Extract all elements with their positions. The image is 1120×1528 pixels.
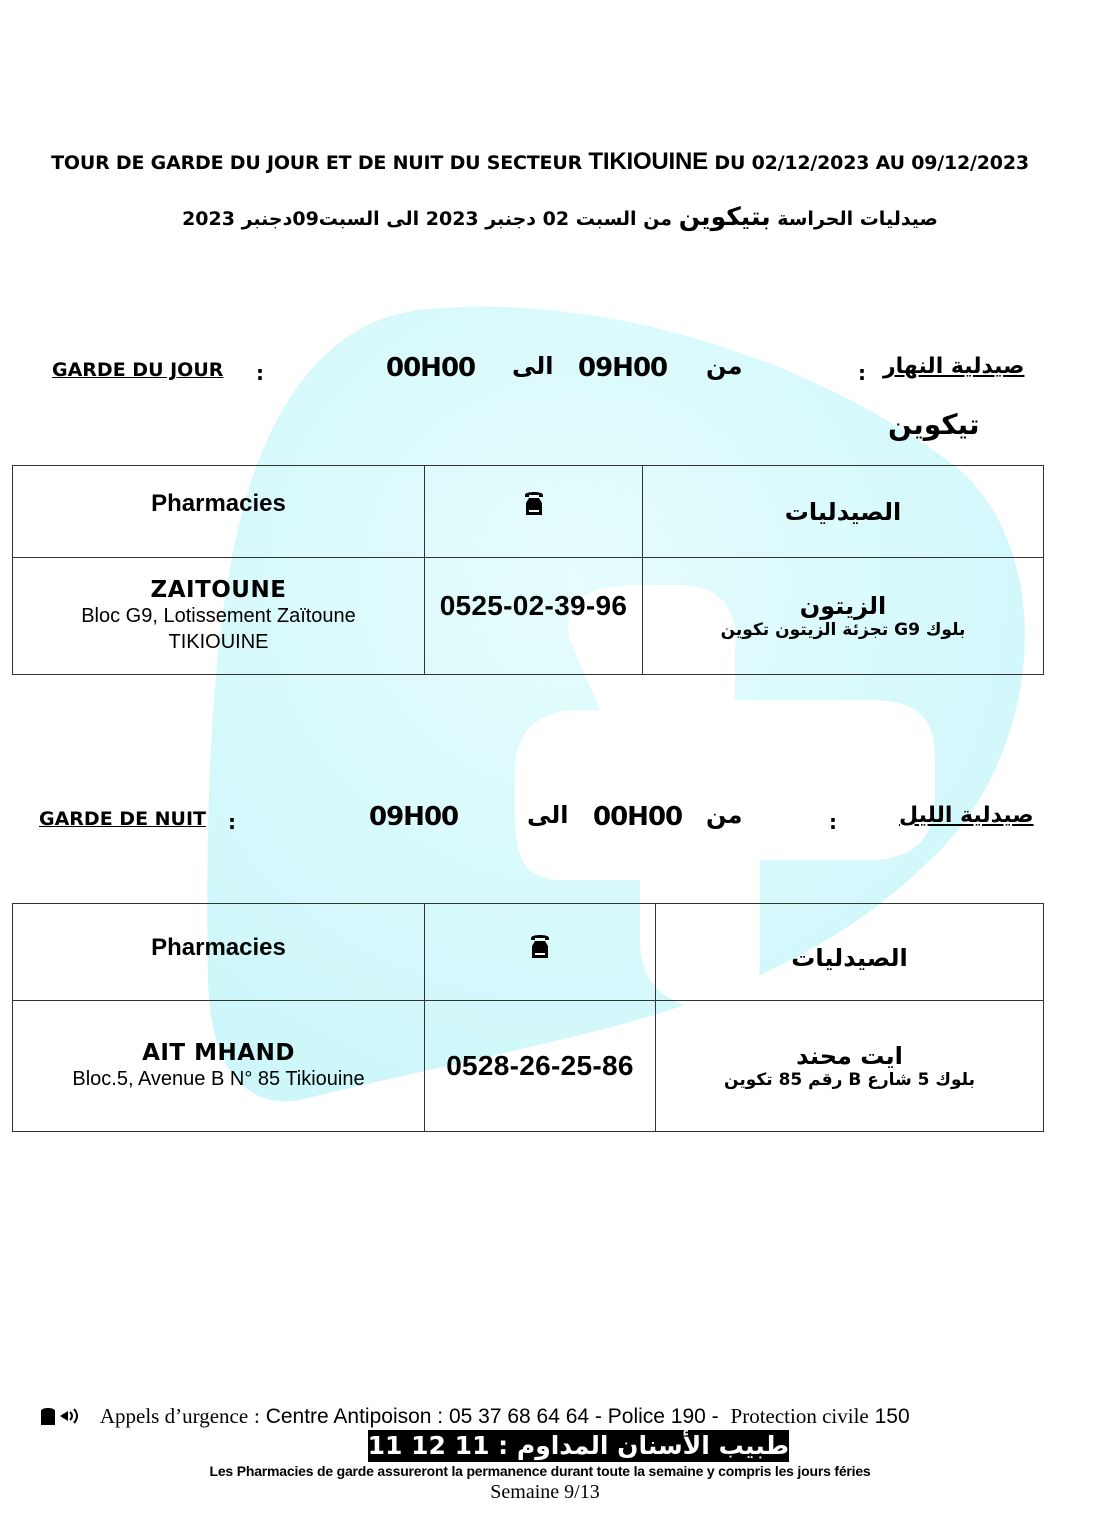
pharmacy-cell-fr <box>13 558 425 675</box>
table-row <box>13 1001 1044 1132</box>
pharmacy-address-fr-line1: Bloc.5, Avenue B N° 85 Tikiouine <box>72 1068 365 1090</box>
night-shift-table <box>12 903 1044 1132</box>
pharmacy-address-ar: بلوك 5 شارع B رقم 85 تكوين <box>724 1070 975 1090</box>
pharmacy-phone[interactable]: 0525-02-39-96 <box>439 590 628 621</box>
pharmacy-name-ar: الزيتون <box>799 592 887 620</box>
day-shift-to-time: 00H00 <box>386 353 476 383</box>
day-shift-label-ar: صيدلية النهار <box>883 354 1025 379</box>
police-number: Police 190 - <box>607 1405 719 1428</box>
day-shift-table <box>12 465 1044 675</box>
day-shift-colon-ar: : <box>858 361 866 385</box>
emergency-calls-line <box>40 1404 910 1432</box>
night-shift-label-ar: صيدلية الليل <box>899 803 1034 828</box>
pharmacy-cell-fr <box>13 1001 425 1132</box>
day-shift-city-ar: تيكوين <box>888 408 980 441</box>
day-shift-from-time: 09H00 <box>578 353 668 383</box>
header-pharmacies-ar: الصيدليات <box>791 944 908 972</box>
table-header-row <box>13 466 1044 558</box>
pharmacy-address-fr-line1: Bloc G9, Lotissement Zaïtoune <box>81 605 356 627</box>
day-shift-to-word: الى <box>512 352 554 380</box>
night-shift-to-word: الى <box>527 801 569 829</box>
header-cell-ar <box>643 466 1044 558</box>
header-pharmacies-ar: الصيدليات <box>784 497 902 526</box>
sector-name-ar: بتيكوين <box>678 202 771 231</box>
pharmacy-name-fr: AIT MHAND <box>142 1040 295 1066</box>
pharmacy-phone-cell <box>425 558 643 675</box>
permanence-note: Les Pharmacies de garde assureront la permanence durant toute la semaine y compris les jours féries <box>209 1463 871 1479</box>
title-ar-suffix: من السبت 02 دجنبر 2023 الى السبت09دجنبر 2023 <box>182 208 673 230</box>
antipoison-center: Centre Antipoison : 05 37 68 64 64 - <box>265 1405 602 1428</box>
emergency-icons <box>40 1406 84 1432</box>
pharmacy-name-fr: ZAITOUNE <box>150 577 287 603</box>
header-cell-fr <box>13 466 425 558</box>
night-shift-to-time: 09H00 <box>369 802 459 832</box>
emergency-label: Appels d’urgence <box>99 1404 249 1428</box>
civil-protection-number: 150 <box>874 1405 910 1428</box>
title-fr-prefix: TOUR DE GARDE DU JOUR ET DE NUIT DU SECTEUR <box>51 152 582 174</box>
title-ar-prefix: صيدليات الحراسة <box>777 208 938 230</box>
pharmacy-phone-cell <box>425 1001 656 1132</box>
civil-protection-label: Protection civile <box>730 1404 869 1428</box>
header-cell-ar <box>656 904 1044 1001</box>
night-shift-from-word: من <box>706 801 743 829</box>
telephone-speaker-icon <box>40 1406 84 1426</box>
day-shift-label-fr: GARDE DU JOUR <box>52 359 224 381</box>
night-shift-label-fr: GARDE DE NUIT <box>39 808 207 830</box>
week-number: Semaine 9/13 <box>490 1481 600 1503</box>
pharmacy-cell-ar <box>643 558 1044 675</box>
telephone-icon <box>528 932 552 960</box>
title-arabic <box>0 202 1120 231</box>
pharmacy-cell-ar <box>656 1001 1044 1132</box>
table-header-row <box>13 904 1044 1001</box>
header-cell-phone <box>425 466 643 558</box>
night-shift-colon-fr: : <box>228 810 236 834</box>
pharmacy-address-ar: بلوك G9 تجزئة الزيتون تكوين <box>720 620 966 640</box>
day-shift-from-word: من <box>706 352 743 380</box>
emergency-separator: : <box>254 1404 260 1428</box>
pharmacy-name-ar: ايت محند <box>796 1042 903 1070</box>
telephone-icon <box>522 489 546 517</box>
pharmacy-phone[interactable]: 0528-26-25-86 <box>446 1050 634 1081</box>
header-cell-fr <box>13 904 425 1001</box>
table-row <box>13 558 1044 675</box>
title-fr-suffix: DU 02/12/2023 AU 09/12/2023 <box>714 152 1029 174</box>
header-cell-phone <box>425 904 656 1001</box>
header-pharmacies-fr: Pharmacies <box>151 934 286 961</box>
night-shift-colon-ar: : <box>829 810 837 834</box>
day-shift-colon-fr: : <box>256 361 264 385</box>
sector-name: TIKIOUINE <box>588 148 708 175</box>
night-shift-from-time: 00H00 <box>593 802 683 832</box>
title-french <box>0 148 1080 176</box>
on-call-dentist-banner: طبيب الأسنان المداوم : 11 12 11 08 06 <box>280 1431 789 1460</box>
header-pharmacies-fr: Pharmacies <box>151 489 286 517</box>
pharmacy-address-fr-line2: TIKIOUINE <box>168 631 269 653</box>
